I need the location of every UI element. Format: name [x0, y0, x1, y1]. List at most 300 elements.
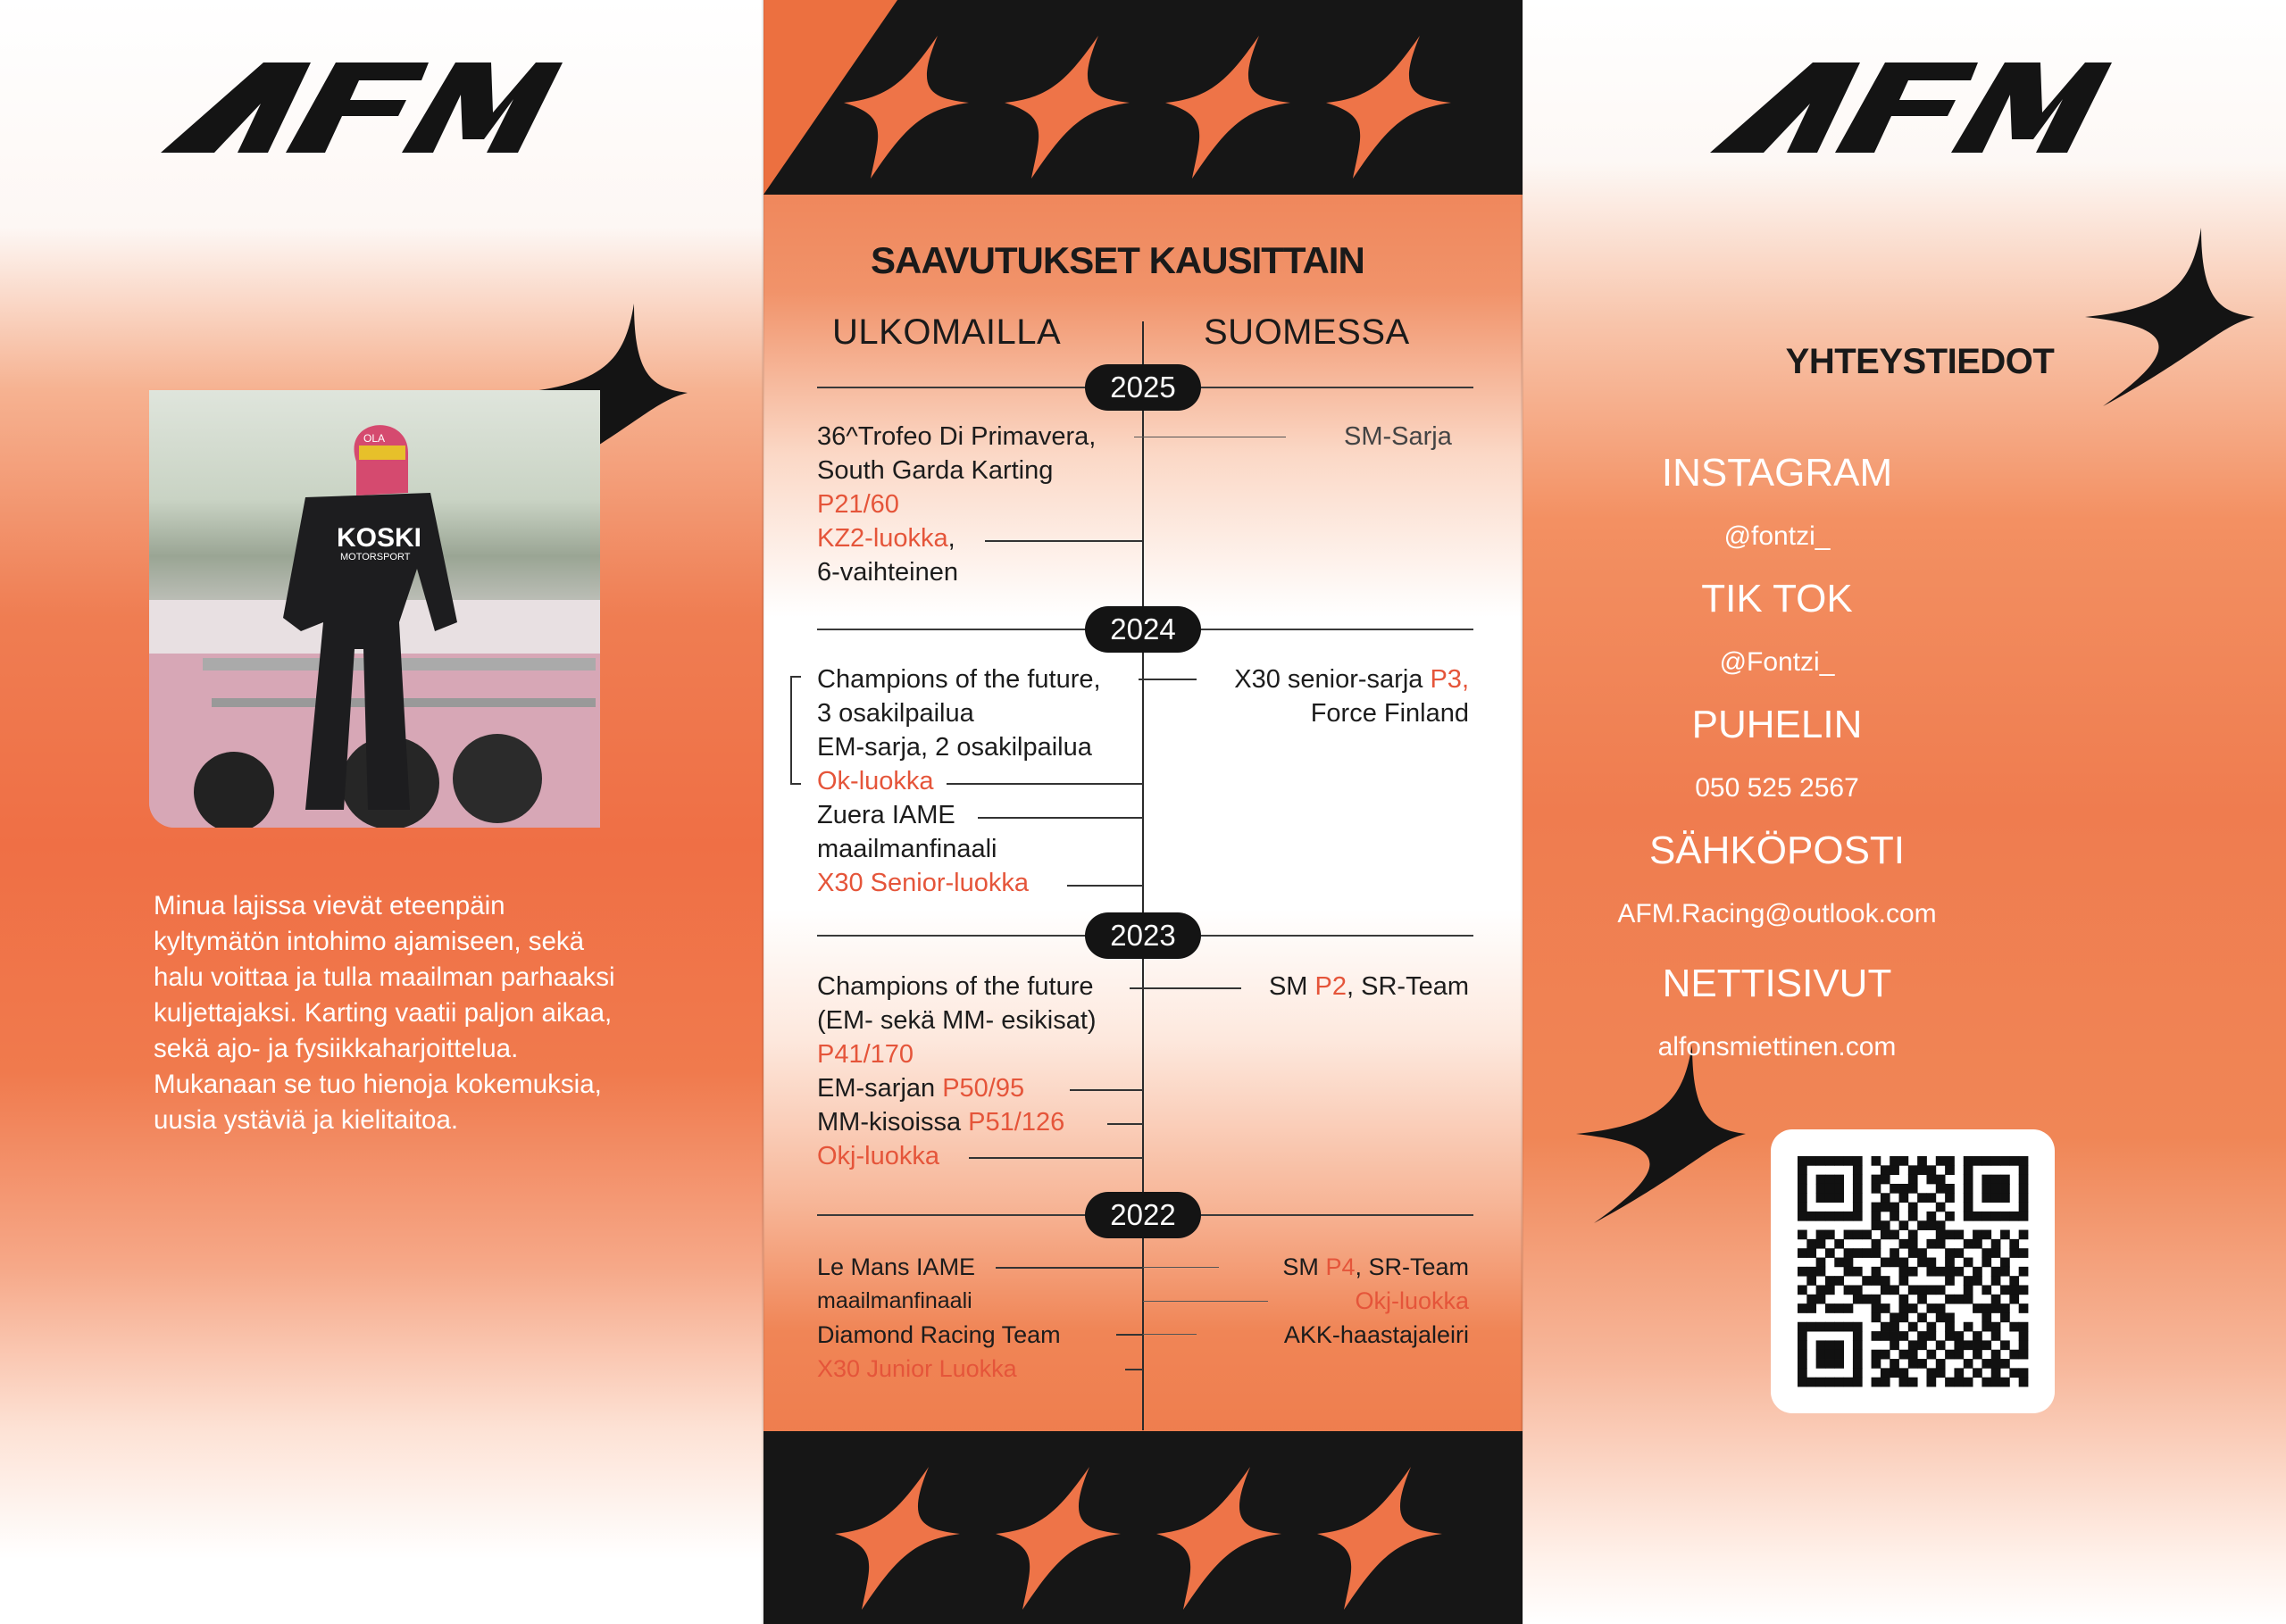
qr-module: [1798, 1322, 1807, 1332]
result-finland-2023: [1210, 970, 1469, 1004]
qr-module: [1798, 1331, 1807, 1341]
qr-module: [2000, 1156, 2010, 1166]
qr-module: [1806, 1378, 1816, 1387]
email-address[interactable]: AFM.Racing@outlook.com: [1617, 899, 1937, 929]
qr-module: [1890, 1331, 1899, 1341]
qr-module: [1908, 1212, 1918, 1221]
qr-module: [1825, 1248, 1835, 1258]
team-text: , SR-Team: [1347, 972, 1469, 1001]
qr-module: [1945, 1295, 1955, 1304]
timeline-title: SAAVUTUKSET KAUSITTAIN: [871, 239, 1364, 281]
qr-module: [1926, 1258, 1936, 1268]
qr-module: [1908, 1230, 1918, 1240]
qr-module: [1798, 1350, 1807, 1360]
qr-module: [1881, 1203, 1890, 1212]
qr-module: [1936, 1340, 1946, 1350]
qr-module: [1872, 1276, 1881, 1286]
qr-module: [2000, 1303, 2010, 1313]
qr-module: [1981, 1312, 1991, 1322]
qr-module: [1890, 1285, 1899, 1295]
connector-line: [947, 783, 1143, 785]
qr-module: [1853, 1165, 1863, 1175]
qr-module: [1834, 1175, 1844, 1185]
qr-module: [2009, 1322, 2019, 1332]
qr-module: [1834, 1303, 1844, 1313]
qr-module: [1908, 1165, 1918, 1175]
qr-module: [1964, 1359, 1973, 1369]
qr-module: [1945, 1193, 1955, 1203]
qr-module: [1908, 1248, 1918, 1258]
qr-module: [1981, 1230, 1991, 1240]
class-text: Okj-luokka: [817, 1142, 939, 1170]
qr-module: [1834, 1340, 1844, 1350]
qr-module: [1872, 1156, 1881, 1166]
qr-module: [1853, 1175, 1863, 1185]
qr-module: [1945, 1248, 1955, 1258]
qr-module: [1991, 1267, 2001, 1277]
qr-module: [1798, 1303, 1807, 1313]
qr-module: [1964, 1193, 1973, 1203]
event-text: MM-kisoissa: [817, 1108, 969, 1137]
timeline-spine: [1142, 321, 1144, 1430]
qr-module: [1945, 1312, 1955, 1322]
qr-module: [1981, 1322, 1991, 1332]
qr-module: [1926, 1239, 1936, 1249]
qr-module: [1825, 1212, 1835, 1221]
qr-module: [1834, 1350, 1844, 1360]
event-text: AKK-haastajaleiri: [1283, 1321, 1469, 1348]
qr-module: [1981, 1303, 1991, 1313]
qr-module: [1926, 1368, 1936, 1378]
qr-module: [1890, 1359, 1899, 1369]
qr-module: [1981, 1359, 1991, 1369]
qr-module: [1844, 1322, 1854, 1332]
position-text: P21/60: [817, 490, 899, 519]
qr-module: [1798, 1203, 1807, 1212]
qr-module: [2019, 1331, 2029, 1341]
qr-module: [1872, 1175, 1881, 1185]
qr-module: [1798, 1165, 1807, 1175]
qr-module: [1862, 1230, 1872, 1240]
qr-module: [1926, 1303, 1936, 1313]
qr-module: [1973, 1331, 1982, 1341]
qr-module: [1853, 1212, 1863, 1221]
qr-module: [1981, 1184, 1991, 1194]
qr-module: [1936, 1285, 1946, 1295]
qr-module: [1981, 1156, 1991, 1166]
qr-module: [1798, 1248, 1807, 1258]
qr-module: [1936, 1156, 1946, 1166]
qr-module: [1899, 1276, 1909, 1286]
qr-module: [1806, 1322, 1816, 1332]
qr-module: [1798, 1267, 1807, 1277]
qr-module: [1954, 1331, 1964, 1341]
afm-logo-right: [1710, 59, 2112, 157]
team-text: Diamond Racing Team: [817, 1321, 1061, 1348]
position-text: P2: [1314, 972, 1347, 1001]
qr-module: [1899, 1267, 1909, 1277]
qr-module: [1954, 1248, 1964, 1258]
qr-module: [1917, 1285, 1927, 1295]
qr-module: [1834, 1359, 1844, 1369]
qr-module: [1834, 1239, 1844, 1249]
qr-module: [1908, 1340, 1918, 1350]
qr-module: [1908, 1175, 1918, 1185]
class-text: Okj-luokka: [1355, 1287, 1469, 1314]
phone-label: PUHELIN: [1691, 703, 1863, 746]
qr-module: [1806, 1248, 1816, 1258]
qr-module: [1991, 1239, 2001, 1249]
qr-module: [1825, 1340, 1835, 1350]
qr-module: [1973, 1340, 1982, 1350]
qr-module: [2000, 1267, 2010, 1277]
qr-module: [2019, 1285, 2029, 1295]
qr-module: [1936, 1359, 1946, 1369]
qr-module: [2019, 1212, 2029, 1221]
email-label: SÄHKÖPOSTI: [1648, 829, 1906, 872]
event-text: 6-vaihteinen: [817, 558, 958, 587]
qr-module: [1973, 1267, 1982, 1277]
event-text: Champions of the future: [817, 972, 1094, 1001]
event-text: SM: [1268, 972, 1315, 1001]
qr-module: [1991, 1276, 2001, 1286]
timeline-panel: [763, 0, 1523, 1624]
qr-module: [1973, 1212, 1982, 1221]
qr-module: [1872, 1350, 1881, 1360]
qr-module: [1798, 1285, 1807, 1295]
qr-module: [1973, 1156, 1982, 1166]
qr-module: [1926, 1331, 1936, 1341]
qr-module: [1964, 1258, 1973, 1268]
qr-module: [1899, 1156, 1909, 1166]
qr-module: [1945, 1156, 1955, 1166]
qr-module: [1964, 1378, 1973, 1387]
qr-module: [1881, 1285, 1890, 1295]
qr-module: [1853, 1368, 1863, 1378]
qr-module: [2009, 1368, 2019, 1378]
spark-icon: [1558, 1045, 1755, 1223]
qr-module: [1917, 1340, 1927, 1350]
qr-module: [1926, 1322, 1936, 1332]
qr-module: [2009, 1156, 2019, 1166]
qr-module: [1853, 1156, 1863, 1166]
qr-module: [1899, 1258, 1909, 1268]
qr-module: [1954, 1340, 1964, 1350]
qr-module: [1936, 1184, 1946, 1194]
qr-module: [1964, 1295, 1973, 1304]
qr-module: [1899, 1184, 1909, 1194]
qr-module: [1899, 1295, 1909, 1304]
qr-module: [1806, 1239, 1816, 1249]
qr-module: [1834, 1212, 1844, 1221]
qr-module: [1816, 1322, 1826, 1332]
qr-module: [1991, 1184, 2001, 1194]
qr-module: [1853, 1193, 1863, 1203]
connector-line: [969, 1157, 1143, 1159]
qr-module: [1798, 1340, 1807, 1350]
qr-module: [1908, 1378, 1918, 1387]
qr-module: [2000, 1378, 2010, 1387]
qr-module: [1844, 1212, 1854, 1221]
qr-module: [1899, 1378, 1909, 1387]
qr-module: [1917, 1331, 1927, 1341]
qr-module: [1816, 1295, 1826, 1304]
qr-module: [1816, 1184, 1826, 1194]
event-text: South Garda Karting: [817, 456, 1054, 485]
qr-module: [2009, 1285, 2019, 1295]
event-text: EM-sarja, 2 osakilpailua: [817, 733, 1092, 762]
qr-module: [1926, 1378, 1936, 1387]
qr-module: [1844, 1378, 1854, 1387]
qr-module: [1798, 1368, 1807, 1378]
tiktok-handle[interactable]: @Fontzi_: [1719, 647, 1835, 677]
qr-module: [1881, 1276, 1890, 1286]
event-text: Champions of the future,: [817, 665, 1101, 694]
qr-module: [1798, 1156, 1807, 1166]
qr-module: [1964, 1276, 1973, 1286]
result-abroad-2022: [817, 1250, 1061, 1386]
qr-module: [1981, 1212, 1991, 1221]
qr-module: [1899, 1331, 1909, 1341]
qr-module: [1844, 1258, 1854, 1268]
qr-module: [1853, 1331, 1863, 1341]
qr-module: [1798, 1175, 1807, 1185]
qr-module: [1862, 1295, 1872, 1304]
qr-module: [1825, 1230, 1835, 1240]
qr-module: [1816, 1378, 1826, 1387]
qr-module: [1825, 1285, 1835, 1295]
qr-module: [2000, 1285, 2010, 1295]
qr-module: [2019, 1156, 2029, 1166]
qr-module: [2019, 1175, 2029, 1185]
qr-module: [1973, 1230, 1982, 1240]
qr-module: [1936, 1239, 1946, 1249]
qr-module: [1945, 1350, 1955, 1360]
qr-module: [1926, 1175, 1936, 1185]
qr-module: [1890, 1368, 1899, 1378]
qr-module: [1834, 1193, 1844, 1203]
qr-module: [1881, 1350, 1890, 1360]
qr-module: [1853, 1184, 1863, 1194]
qr-module: [1872, 1239, 1881, 1249]
class-text: Ok-luokka: [817, 767, 934, 795]
qr-module: [1964, 1322, 1973, 1332]
position-text: P51/126: [968, 1108, 1065, 1137]
qr-module: [1964, 1239, 1973, 1249]
qr-module: [1981, 1193, 1991, 1203]
column-heading-abroad: ULKOMAILLA: [832, 312, 1062, 352]
qr-module: [1981, 1378, 1991, 1387]
qr-module: [2000, 1212, 2010, 1221]
qr-module: [1917, 1165, 1927, 1175]
website-link[interactable]: alfonsmiettinen.com: [1657, 1032, 1897, 1062]
qr-module: [1881, 1303, 1890, 1313]
qr-module: [1816, 1193, 1826, 1203]
qr-module: [2019, 1378, 2029, 1387]
qr-module: [1872, 1359, 1881, 1369]
qr-module: [1981, 1285, 1991, 1295]
qr-module: [2019, 1184, 2029, 1194]
qr-module: [1853, 1340, 1863, 1350]
instagram-handle[interactable]: @fontzi_: [1723, 521, 1831, 551]
qr-module: [1991, 1156, 2001, 1166]
qr-module: [1825, 1303, 1835, 1313]
qr-module: [1825, 1378, 1835, 1387]
qr-module: [2000, 1340, 2010, 1350]
qr-module: [1816, 1267, 1826, 1277]
connector-line: [985, 540, 1142, 542]
qr-module: [1816, 1239, 1826, 1249]
qr-module: [1936, 1267, 1946, 1277]
qr-module: [1991, 1322, 2001, 1332]
qr-code-card[interactable]: [1771, 1129, 2055, 1413]
qr-module: [1899, 1350, 1909, 1360]
helmet-text: OLA: [363, 432, 386, 445]
qr-module: [1964, 1340, 1973, 1350]
qr-module: [1890, 1230, 1899, 1240]
qr-module: [1954, 1295, 1964, 1304]
class-text: KZ2-luokka: [817, 524, 948, 553]
qr-module: [2000, 1184, 2010, 1194]
qr-module: [1862, 1248, 1872, 1258]
qr-module: [2019, 1230, 2029, 1240]
qr-module: [1844, 1285, 1854, 1295]
qr-module: [1834, 1184, 1844, 1194]
qr-module: [1936, 1203, 1946, 1212]
position-text: P3,: [1430, 665, 1469, 694]
qr-module: [1881, 1331, 1890, 1341]
qr-module: [1991, 1350, 2001, 1360]
qr-module: [1844, 1230, 1854, 1240]
event-text: (EM- sekä MM- esikisat): [817, 1006, 1097, 1035]
qr-module: [1881, 1165, 1890, 1175]
qr-module: [1890, 1248, 1899, 1258]
driver-photo: [149, 390, 600, 828]
qr-module: [2009, 1239, 2019, 1249]
qr-module: [1806, 1303, 1816, 1313]
event-text: EM-sarjan: [817, 1074, 943, 1103]
qr-module: [1834, 1378, 1844, 1387]
qr-module: [1981, 1175, 1991, 1185]
connector-line: [1107, 1123, 1143, 1125]
position-text: P50/95: [942, 1074, 1025, 1103]
qr-module: [1926, 1165, 1936, 1175]
year-badge: 2022: [1085, 1192, 1201, 1238]
bracket-line: [790, 676, 801, 785]
qr-module: [1825, 1276, 1835, 1286]
team-text: , SR-Team: [1355, 1253, 1469, 1280]
qr-module: [1908, 1203, 1918, 1212]
phone-number[interactable]: 050 525 2567: [1695, 773, 1859, 803]
qr-module: [1881, 1322, 1890, 1332]
qr-module: [2009, 1212, 2019, 1221]
event-text: SM: [1282, 1253, 1326, 1280]
qr-module: [1899, 1303, 1909, 1313]
year-badge: 2023: [1085, 912, 1201, 959]
qr-module: [1890, 1258, 1899, 1268]
website-label: NETTISIVUT: [1662, 962, 1892, 1005]
spark-icon: [2067, 228, 2264, 406]
event-text: 36^Trofeo Di Primavera,: [817, 422, 1097, 451]
qr-module: [1991, 1331, 2001, 1341]
qr-module: [1917, 1193, 1927, 1203]
qr-module: [1926, 1285, 1936, 1295]
qr-module: [2019, 1165, 2029, 1175]
qr-module: [1816, 1359, 1826, 1369]
qr-module: [1945, 1258, 1955, 1268]
qr-module: [1991, 1368, 2001, 1378]
qr-module: [1872, 1220, 1881, 1230]
afm-logo-left: [161, 59, 563, 157]
event-text: Zuera IAME: [817, 801, 955, 829]
class-text: X30 Junior Luokka: [817, 1355, 1017, 1382]
connector-line: [1070, 1089, 1143, 1091]
qr-module: [1926, 1193, 1936, 1203]
result-finland-2025: [1344, 420, 1452, 454]
qr-module: [2009, 1276, 2019, 1286]
qr-module: [1844, 1267, 1854, 1277]
qr-module: [1991, 1175, 2001, 1185]
column-heading-finland: SUOMESSA: [1204, 312, 1410, 352]
qr-module: [1936, 1303, 1946, 1313]
qr-module: [1991, 1303, 2001, 1313]
qr-module: [1964, 1184, 1973, 1194]
qr-module: [1798, 1184, 1807, 1194]
qr-module: [1816, 1212, 1826, 1221]
qr-module: [1890, 1203, 1899, 1212]
qr-module: [2000, 1230, 2010, 1240]
comma-text: ,: [947, 524, 955, 553]
qr-module: [1973, 1276, 1982, 1286]
qr-module: [1899, 1193, 1909, 1203]
qr-module: [1945, 1267, 1955, 1277]
qr-module: [2000, 1312, 2010, 1322]
qr-module: [1981, 1340, 1991, 1350]
qr-module: [1890, 1184, 1899, 1194]
result-finland-2024: [1210, 662, 1469, 730]
event-text: 3 osakilpailua: [817, 699, 974, 728]
qr-module: [1872, 1331, 1881, 1341]
result-finland-2022: [1210, 1250, 1469, 1352]
event-text: Le Mans IAME: [817, 1253, 976, 1280]
qr-module: [2009, 1295, 2019, 1304]
qr-module: [1834, 1258, 1844, 1268]
qr-module: [1872, 1303, 1881, 1313]
qr-module: [1890, 1212, 1899, 1221]
qr-module: [1908, 1285, 1918, 1295]
qr-module: [1908, 1303, 1918, 1313]
tiktok-label: TIK TOK: [1701, 577, 1853, 620]
qr-module: [1816, 1258, 1826, 1268]
qr-module: [1825, 1193, 1835, 1203]
qr-module: [1872, 1312, 1881, 1322]
connector-line: [1125, 1369, 1143, 1370]
decor-band-top: [763, 0, 1523, 195]
qr-module: [1908, 1239, 1918, 1249]
qr-module: [1798, 1230, 1807, 1240]
qr-module: [2019, 1193, 2029, 1203]
suit-sub-text: MOTORSPORT: [340, 552, 411, 562]
qr-module: [1908, 1322, 1918, 1332]
result-abroad-2024: [817, 662, 1101, 900]
qr-module: [1917, 1258, 1927, 1268]
qr-module: [1825, 1184, 1835, 1194]
qr-module: [1872, 1212, 1881, 1221]
qr-module: [2009, 1248, 2019, 1258]
qr-module: [2019, 1267, 2029, 1277]
class-text: X30 Senior-luokka: [817, 869, 1029, 897]
connector-line: [1067, 885, 1143, 887]
